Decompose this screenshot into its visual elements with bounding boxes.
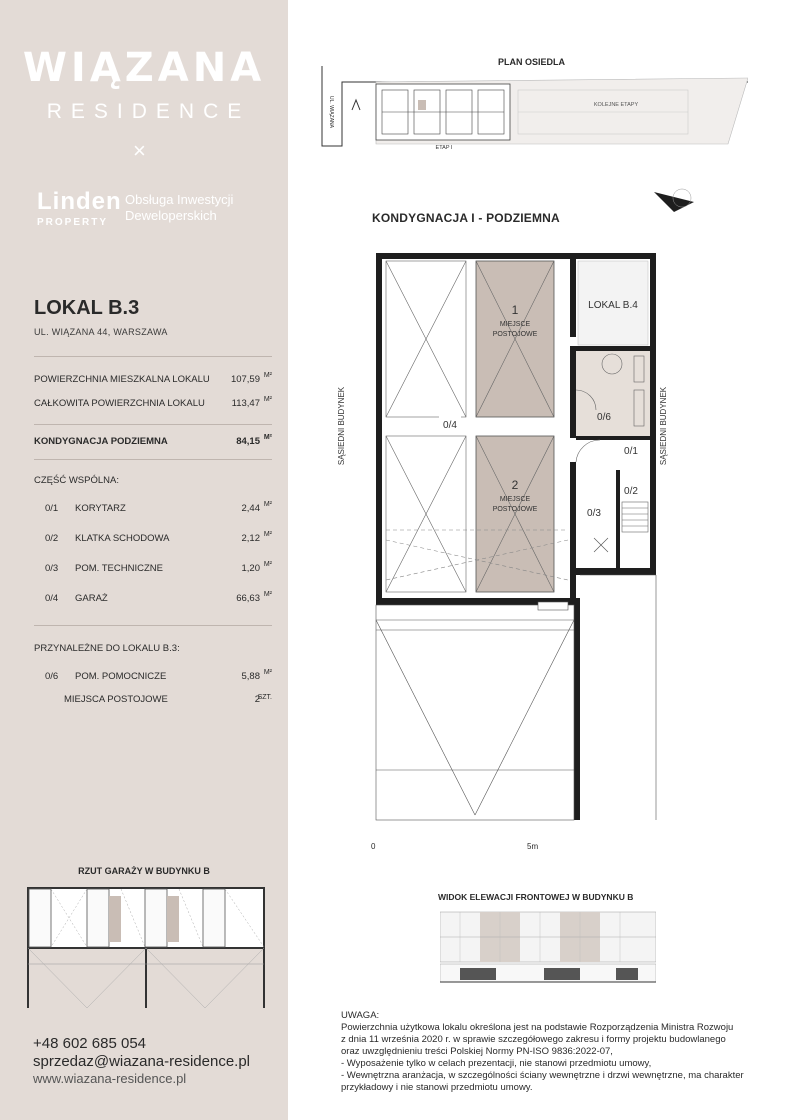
contact-website[interactable]: www.wiazana-residence.pl bbox=[33, 1071, 187, 1086]
common-item-row bbox=[34, 593, 272, 607]
elevation-drawing bbox=[440, 908, 656, 990]
legal-note bbox=[341, 1010, 761, 1094]
site-plan-street: UL. WIĄZANA bbox=[328, 96, 334, 128]
divider bbox=[34, 625, 272, 626]
area-label: CAŁKOWITA POWIERZCHNIA LOKALU bbox=[34, 398, 205, 409]
partner-desc-line2: Deweloperskich bbox=[125, 208, 217, 223]
common-section-label: CZĘŚĆ WSPÓLNA: bbox=[34, 475, 119, 486]
area-value: 107,59 bbox=[230, 374, 260, 385]
room-count: 2 bbox=[254, 694, 260, 705]
note-line: Powierzchnia użytkowa lokalu określona jest na podstawie Rozporządzenia Ministra Rozwoju bbox=[341, 1022, 734, 1033]
brand-subtitle: RESIDENCE bbox=[46, 100, 251, 123]
spot2-label-line2: POSTOJOWE bbox=[492, 506, 538, 513]
room-area: 66,63 bbox=[236, 593, 260, 604]
unit-title: LOKAL B.3 bbox=[34, 297, 140, 319]
scale-start: 0 bbox=[371, 842, 376, 851]
assigned-item-row bbox=[34, 694, 272, 708]
room-name: GARAŻ bbox=[75, 593, 108, 604]
partner-logo-sub: PROPERTY bbox=[37, 217, 109, 228]
room-code: 0/6 bbox=[45, 671, 59, 682]
area-unit: M² bbox=[263, 396, 272, 403]
common-item-row bbox=[34, 503, 272, 517]
spot1-label-line2: POSTOJOWE bbox=[492, 331, 538, 338]
floor-title: KONDYGNACJA I - PODZIEMNA bbox=[372, 211, 560, 225]
site-plan-drawing bbox=[318, 64, 748, 154]
area-basement-row bbox=[34, 436, 272, 450]
spot1-number: 1 bbox=[511, 303, 519, 317]
north-arrow-icon bbox=[652, 186, 696, 214]
room-label-02: 0/2 bbox=[624, 486, 638, 497]
room-label-03: 0/3 bbox=[587, 508, 601, 519]
room-label-06: 0/6 bbox=[597, 412, 611, 423]
room-unit: M² bbox=[263, 591, 272, 598]
room-code: 0/3 bbox=[45, 563, 59, 574]
room-name: POM. POMOCNICZE bbox=[75, 671, 167, 682]
note-line: - Wewnętrzna aranżacja, w szczególności ściany wewnętrzne i drzwi wewnętrzne, ma charakter bbox=[341, 1070, 744, 1081]
room-area: 5,88 bbox=[241, 671, 260, 682]
note-title: UWAGA: bbox=[341, 1010, 380, 1021]
scale-end: 5m bbox=[527, 842, 539, 851]
room-label-lokal-b4: LOKAL B.4 bbox=[588, 300, 638, 311]
note-line: przykładowy i nie stanowi przedmiotu umowy. bbox=[341, 1082, 533, 1093]
area-label: KONDYGNACJA PODZIEMNA bbox=[34, 436, 168, 447]
area-total-row bbox=[34, 398, 272, 412]
site-plan-next-stages: KOLEJNE ETAPY bbox=[593, 102, 639, 108]
spot1-label-line1: MIEJSCE bbox=[499, 321, 531, 328]
room-unit: M² bbox=[263, 561, 272, 568]
room-count-unit: SZT. bbox=[257, 694, 272, 701]
assigned-section-label: PRZYNALEŻNE DO LOKALU B.3: bbox=[34, 643, 180, 654]
elevation-title: WIDOK ELEWACJI FRONTOWEJ W BUDYNKU B bbox=[438, 892, 634, 902]
note-line: oraz uwzględnieniu treści Polskiej Normy PN-ISO 9836:2022-07, bbox=[341, 1046, 613, 1057]
spot2-number: 2 bbox=[511, 478, 519, 492]
note-line: - Wyposażenie tylko w celach prezentacji, nie stanowi przedmiotu umowy, bbox=[341, 1058, 652, 1069]
partner-description bbox=[125, 192, 233, 224]
room-code: 0/1 bbox=[45, 503, 59, 514]
area-label: POWIERZCHNIA MIESZKALNA LOKALU bbox=[34, 374, 210, 385]
neighbor-label-left: SĄSIEDNI BUDYNEK bbox=[337, 386, 346, 466]
divider bbox=[34, 424, 272, 425]
unit-address: UL. WIĄZANA 44, WARSZAWA bbox=[34, 327, 168, 337]
room-name: MIEJSCA POSTOJOWE bbox=[64, 694, 168, 705]
collab-symbol: × bbox=[133, 138, 146, 163]
garage-plan-title: RZUT GARAŻY W BUDYNKU B bbox=[78, 866, 210, 876]
room-unit: M² bbox=[263, 531, 272, 538]
room-name: KLATKA SCHODOWA bbox=[75, 533, 170, 544]
area-unit: M² bbox=[263, 372, 272, 379]
note-line: z dnia 11 września 2020 r. w sprawie szczegółowego zakresu i formy projektu budowlanego bbox=[341, 1034, 726, 1045]
site-plan-stage: ETAP I bbox=[435, 145, 453, 151]
room-code: 0/4 bbox=[45, 593, 59, 604]
area-value: 113,47 bbox=[231, 398, 260, 409]
sidebar bbox=[0, 0, 288, 1120]
room-label-01: 0/1 bbox=[624, 446, 638, 457]
area-unit: M² bbox=[263, 434, 272, 441]
area-value: 84,15 bbox=[236, 436, 260, 447]
room-area: 1,20 bbox=[241, 563, 260, 574]
neighbor-label-right: SĄSIEDNI BUDYNEK bbox=[659, 386, 668, 466]
area-living-row bbox=[34, 374, 272, 388]
partner-desc-line1: Obsługa Inwestycji bbox=[125, 192, 234, 207]
divider bbox=[34, 356, 272, 357]
garage-plan-drawing bbox=[26, 886, 266, 1010]
assigned-item-row bbox=[34, 671, 272, 685]
brand-name: WIĄZANA bbox=[22, 45, 266, 91]
divider bbox=[34, 459, 272, 460]
site-plan-title: PLAN OSIEDLA bbox=[498, 57, 566, 67]
contact-email[interactable]: sprzedaz@wiazana-residence.pl bbox=[33, 1053, 251, 1070]
room-label-04: 0/4 bbox=[443, 420, 457, 431]
partner-logo bbox=[37, 190, 122, 228]
common-item-row bbox=[34, 563, 272, 577]
brand-logo bbox=[0, 45, 288, 124]
floor-plan-drawing bbox=[336, 240, 696, 830]
partner-logo-text: Linden bbox=[37, 188, 122, 215]
spot2-label-line1: MIEJSCE bbox=[499, 496, 531, 503]
room-code: 0/2 bbox=[45, 533, 59, 544]
room-name: POM. TECHNICZNE bbox=[75, 563, 163, 574]
room-area: 2,12 bbox=[241, 533, 260, 544]
room-area: 2,44 bbox=[241, 503, 260, 514]
room-unit: M² bbox=[263, 501, 272, 508]
room-unit: M² bbox=[263, 669, 272, 676]
common-item-row bbox=[34, 533, 272, 547]
room-name: KORYTARZ bbox=[75, 503, 126, 514]
contact-phone[interactable]: +48 602 685 054 bbox=[33, 1035, 147, 1052]
